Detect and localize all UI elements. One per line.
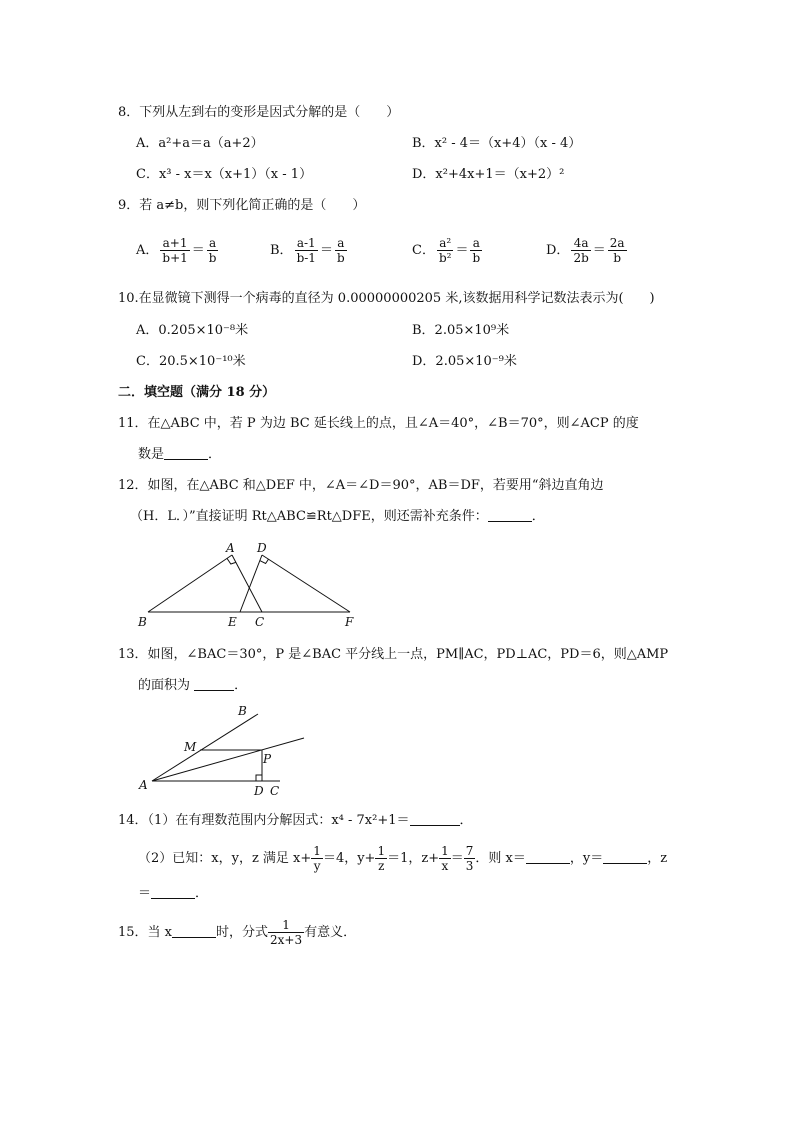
q12-side-df: [262, 555, 350, 612]
q12-label-f: F: [345, 615, 354, 629]
q9-a-right-den: b: [208, 251, 217, 265]
q9-d-left-den: 2b: [573, 251, 589, 265]
q14-part2-a: （2）已知：x，y，z 满足 x+: [138, 851, 312, 866]
q14-part1-end: ．: [459, 813, 473, 828]
q9-a-label: A．: [136, 243, 159, 258]
q14-part2-f: ，y＝: [569, 851, 604, 866]
q13-label-b: B: [238, 704, 247, 718]
q10-stem: 10.在显微镜下测得一个病毒的直径为 0.00000000205 米,该数据用科学记数法表示为( ): [118, 291, 655, 306]
q12-line2-text: （H．L．）”直接证明 Rt△ABC≌Rt△DFE，则还需补充条件：: [130, 509, 488, 524]
q8-option-b: B．x² - 4＝（x+4）（x - 4）: [412, 136, 582, 151]
q9-b-left-den: b-1: [296, 251, 316, 265]
q14-f1-den: y: [313, 859, 321, 873]
q9-option-a: [136, 236, 220, 265]
q11-answer-blank: [164, 447, 208, 460]
q15-b: 时，分式: [216, 925, 269, 940]
q13-label-c: C: [270, 784, 280, 798]
q9-a-eq: ＝: [191, 243, 205, 258]
q9-c-eq: ＝: [455, 243, 469, 258]
q14-part2-b: ＝4，y+: [322, 851, 376, 866]
q9-c-left-den: b²: [438, 251, 452, 265]
q9-d-eq: ＝: [592, 243, 606, 258]
q12-side-ed: [240, 555, 262, 612]
q12-label-e: E: [228, 615, 237, 629]
q14-part2: [138, 844, 667, 873]
q13-line2: [138, 677, 247, 695]
q13-end: ．: [234, 678, 248, 693]
q9-b-right-den: b: [336, 251, 345, 265]
q9-b-left-num: a-1: [295, 236, 318, 251]
q8-option-d: D．x²+4x+1＝（x+2）²: [412, 167, 565, 182]
q14-f1-num: 1: [313, 844, 321, 858]
q12-answer-blank: [488, 509, 532, 522]
q9-stem: 9．若 a≠b，则下列化简正确的是（ ）: [118, 198, 366, 213]
q12-triangle-figure: [134, 536, 364, 632]
q14-part2-d: ＝: [450, 851, 464, 866]
q14-f3-den: x: [441, 859, 449, 873]
q9-option-b: [270, 236, 349, 265]
q15-frac-num: 1: [268, 918, 304, 933]
q12-side-ac: [232, 555, 262, 612]
q14-f4-den: 3: [465, 859, 474, 873]
q9-a-right-num: a: [207, 236, 219, 251]
q14-line3: [138, 885, 208, 903]
q13-line2-text: 的面积为: [138, 678, 191, 693]
q8-option-a: A．a²+a＝a（a+2）: [136, 136, 264, 151]
q9-d-right-den: b: [613, 251, 622, 265]
q14-f3-num: 1: [441, 844, 449, 858]
q13-label-p: P: [263, 752, 272, 766]
q11-line1: 11．在△ABC 中，若 P 为边 BC 延长线上的点，且∠A＝40°，∠B＝70°，则∠ACP 的度: [118, 416, 639, 431]
q9-d-label: D．: [546, 243, 570, 258]
q9-a-left-den: b+1: [162, 251, 188, 265]
q11-line2-text: 数是: [138, 447, 165, 462]
q14-part1-blank: [410, 813, 460, 826]
q11-line2: [138, 446, 221, 464]
q12-line1: 12．如图，在△ABC 和△DEF 中，∠A＝∠D＝90°，AB＝DF，若要用“斜边直角边: [118, 478, 604, 493]
q9-c-left-num: a²: [437, 236, 454, 251]
section-2-title: 二．填空题（满分 18 分）: [118, 385, 276, 400]
q9-d-right-num: 2a: [609, 236, 625, 250]
q12-end: ．: [531, 509, 545, 524]
q12-label-c: C: [255, 615, 265, 629]
q14-line3-end: ．: [195, 886, 209, 901]
q13-label-d: D: [254, 784, 264, 798]
q14-f4-num: 7: [465, 844, 474, 858]
q9-a-left-num: a+1: [160, 236, 189, 251]
q11-end: ．: [208, 447, 222, 462]
q14-f2-num: 1: [377, 844, 386, 858]
q15-line: [118, 918, 356, 947]
q13-label-m: M: [184, 740, 197, 754]
q14-part1-text: 14．（1）在有理数范围内分解因式：x⁴ - 7x²+1＝: [118, 813, 410, 828]
q12-side-ba: [148, 555, 232, 612]
q9-d-left-num: 4a: [571, 236, 590, 251]
q13-label-a: A: [139, 778, 148, 792]
q9-b-label: B．: [270, 243, 293, 258]
q13-line1: 13．如图，∠BAC＝30°，P 是∠BAC 平分线上一点，PM∥AC，PD⊥AC，PD＝6，则△AMP: [118, 647, 669, 662]
q15-c: 有意义．: [304, 925, 357, 940]
q15-a: 15．当 x: [118, 925, 173, 940]
q13-ray-ab: [152, 714, 258, 781]
q14-part2-g: ，z: [647, 851, 668, 866]
q14-part1: [118, 812, 473, 830]
q10-option-c: C．20.5×10⁻¹⁰米: [136, 354, 246, 369]
q14-part2-e: ．则 x＝: [475, 851, 526, 866]
q14-z-blank: [151, 886, 195, 899]
q14-line3-text: ＝: [138, 886, 152, 901]
q12-right-angle-d: [260, 559, 269, 564]
q12-line2: [130, 508, 545, 526]
q8-option-c: C．x³ - x＝x（x+1）（x - 1）: [136, 167, 313, 182]
q13-angle-figure: [134, 700, 314, 800]
q10-option-d: D．2.05×10⁻⁹米: [412, 354, 517, 369]
q14-y-blank: [603, 851, 647, 864]
q15-answer-blank: [172, 925, 216, 938]
q10-option-a: A．0.205×10⁻⁸米: [136, 323, 249, 338]
q12-label-a: A: [226, 541, 235, 555]
q9-option-c: [412, 236, 484, 265]
q9-option-d: [546, 236, 629, 265]
q9-c-right-num: a: [470, 236, 482, 251]
q13-answer-blank: [194, 678, 234, 691]
q12-label-b: B: [138, 615, 147, 629]
q15-frac-den: 2x+3: [270, 933, 303, 947]
q9-b-right-num: a: [335, 236, 347, 251]
q13-right-angle-d: [256, 775, 262, 781]
q14-x-blank: [526, 851, 570, 864]
q9-b-eq: ＝: [319, 243, 333, 258]
q10-option-b: B．2.05×10⁹米: [412, 323, 510, 338]
q13-bisector-ap: [152, 738, 304, 781]
q9-c-label: C．: [412, 243, 435, 258]
q14-f2-den: z: [378, 859, 385, 873]
q12-label-d: D: [257, 541, 267, 555]
q14-part2-c: ＝1，z+: [387, 851, 440, 866]
q9-c-right-den: b: [472, 251, 481, 265]
q8-stem: 8．下列从左到右的变形是因式分解的是（ ）: [118, 105, 400, 120]
